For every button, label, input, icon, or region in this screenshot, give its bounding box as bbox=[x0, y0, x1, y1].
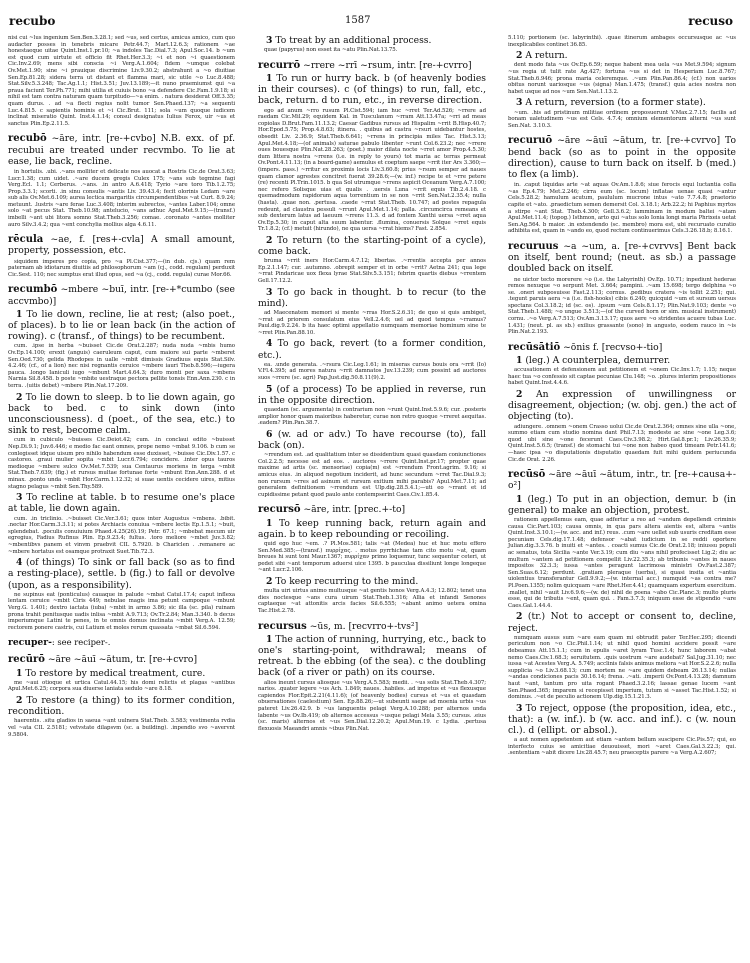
entry-heading bbox=[8, 284, 235, 306]
definition-text: (leg.) A counterplea, demurrer. bbox=[525, 355, 671, 367]
headword: rēcula bbox=[8, 234, 44, 246]
sense-number: 2 bbox=[266, 234, 273, 246]
sense bbox=[258, 35, 486, 54]
sense bbox=[508, 389, 736, 463]
citations: ego ad anum ~rro rusum Pl.Cist.594; iam huc ~rret Ter.Ad.526; ~rrere ad raedam Cic.Mil.29; equidem Kal. in Tusculanum ~rram Att.13.47a; ~rri ad meas copiolas D.Brut.Fam.11.13.2; Caesar Gadibus rursus ad Hispalim ~rrit B.Hisp.40.7; Hor.Epod.5.75; Prop.4.8.63; itinera. . quibus ad castra ~rsuri uidebantur hostes, obsedit Liv. 2.36.9; Stat.Theb.6.641; ~rrens in principia miles Tac. Hist.3.13; Apul.Met.4.18;—(of animals) saturae pabulo libenter ~runt Col.6.23.2; nec ~rrere oues bouesque Plin.Nat.28.263; (poet.) maior dilata nocte ~rret amor Prop.4.5.30; dum littera nostra ~rrens (i.e. in reply to yours) tot maria ac terras permeat Ov.Pont.4.11.13; (in a board-game) aemulus et coeptum saepe ~rrit iter Ars 3.360;—(impers. pass.) ~rritur ex proximis locis Liv.3.60.8; prius ~rsum semper ad naues quam clamor agrestes concitret fuerat 39.28.6;—(w. inf.) recipe te et ~rre petere (re) recenti Pl.Trin.1015. b qua Sol utrumque ~rrens aspicit Oceanum Verg.A.7.100; nec refero Solisque uias et qualis . .uersis Luna ~rrit equis Tib.2.4.18. c quemadmodum rapidorum aqua torrentium in se non ~rrit Sen.Nat.2.35.4; nulla (hasta). .quae non. .pertusa. .caede ~rrat Stat.Theb. 10.747; ad postes repagula redeunt, ad claustra pessuli ~rrunt Apul.Met.1.14; palla. .circumcirca remeans et sub dexterum latus ad laeuum ~rrens 11.3. d ad fontem Xanthi uersa ~rret aqua Ov.Ep.5.30; in caput alta suum labentur. .flumina, conuersis Solque ~rret equis Tr.1.8.2; (cf.) metuit (hirundo), ne qua uersa ~rrat hiems? Fast. 2.854. bbox=[258, 107, 486, 233]
column-3 bbox=[508, 33, 736, 763]
definition-text: To restore (a thing) to its former condition, recondition. bbox=[8, 694, 235, 718]
entry-heading bbox=[508, 135, 736, 180]
citations: in hortulis. .ubi. .~ans molliter et delicate nos auocat a Rostris Cic.de Orat.3.63; Lucr.1.38; cum uidet. .~are ducem gregis Culex 175; ~ans sub tegmine fagi Verg.Ecl. 1.1; Cerberus. .~ans. .in antro A.6.418; Tyrio ~are toro Tib.1.2.75; Prop.3.3.1; scorti. .in sinu consulis ~antis Liv. 39.43.4; fecit olorinis Ledam ~are sub alis Ov.Met.6.109; aurea lectica margaritis circumpendentibus ~at Curt. 8.9.24; metuunt. .lustris ~are ferae Luc.3.408; interim subrectos, ~antes Laber.104; omne solo ~at pecus Stat. Theb.10.98; antelucio, ~ans adhuc Apul.Met.9.15;—(transf.) imbelli ~ant ubi litora somno Stat.Theb.3.256; comae. .coronato ~antes molliter auro Silv.3.4.2; qua ~ent conchylia mollius alga 4.6.11. bbox=[8, 168, 235, 228]
citations: in. .caput liquidas arte ~at aquas Ov.Am.1.8.6; siue ferocis equi luctantia colla ~as Ep.4.79; Met.2.246; cirra eum (sc. locum) inflatae uenae quasi ~antur Cels.5.28.2; hamulum acutum, paululum mucrone intus ~ato 7.7.4.8; praetorio capite et ~ato. .praedictum semen demersit Col. 3.18.1; Arb.22.2; hi Paphius myrtos a stirpe ~ant Stat. Theb.4.300; Gell.3.6.2; lamminam in modum baltei ~atam Apul.Met.11.4; (topog.) Isthmon, arto qui ~atus solo Ionia longi maria Phrixeis uetat Sen.Ag.564. b maior. .in extendendo (sc. membro) mora est, ubi recuruato curatio adhibita est, quam in ~ando eo, quod rectum continuerimus Cels.3.26.18.b; 8.16.1. bbox=[508, 182, 736, 235]
running-head bbox=[0, 14, 750, 28]
definition-text: (w. ad or adv.) To have recourse (to), fall back (on). bbox=[258, 428, 486, 452]
sense-number: 3 bbox=[516, 97, 523, 109]
citations: ea. .unde generata. .~rsura Cic.Leg.1.61; in miseras cursus bouis ora ~rrit (Io) V.Fl.4.395; ad mores natura ~rrit damnatos Juv.13.239; cum possint ad auctores suos ~rrere (sc. agri) Pap.Just.dig.50.8.11(9).2. bbox=[258, 361, 486, 382]
sense-number: 3 bbox=[266, 35, 273, 46]
entry-grammar: ~ūs, m. [recvrro+-tvs²] bbox=[309, 620, 419, 632]
definition-text: A return. bbox=[525, 50, 568, 62]
dictionary-entry bbox=[8, 35, 235, 127]
headword: recurrō bbox=[258, 59, 301, 71]
sense-definition bbox=[258, 429, 486, 451]
citations: a aut nomen appetentem aut etiam ~antem bellum suscipere Cic.Pis.57; qui, eo interfecto cuius se amicitiae deuouisset, mori ~aret Caes.Gal.3.22.3; qui. .sententiam ~abit dicere Liv.28.45.7; neu praeceptis parere ~a Verg.A.2.607; bbox=[508, 737, 736, 757]
sense bbox=[258, 287, 486, 337]
headword: recursō bbox=[258, 504, 301, 516]
definition-text: (leg.) To put in an objection, demur. b (in general) to make an objection, protest. bbox=[508, 493, 737, 516]
citations: alios ineunt cursus aliosque ~us Verg.A.5.583; medii. . ~us solis Stat.Theb.4.307; narios. .quater legere ~us Ach. 1.849; naues. .habiles. .ad impetus et ~us flexusque capiendos Flor.Epit.2.21(4.11.6); (of heavenly bodies) cursus et ~us et quasdam obuersationes (caelestium) Sen. Ep.88.26;—ut subeunti saepe ad moenia urbis ~us pateret Liv.26.42.9. b ~us languentis pelagi Verg.A.10.288; per alternos unda labente ~us Ov.Ib.419; ob alternos accessus ~usque pelagi Mela 3.55; cursus. .eius (sc. maris) alternos et ~us Sen.Dial.12.20.2; Apul.Mun.19. c Lydia. .pertusa flexuosis Maeandri amnis ~ibus Plin.Nat. bbox=[258, 679, 486, 732]
sense-definition bbox=[508, 389, 736, 423]
citations: siquidem imperes pro copia, pro ~a Pl.Cist.377;—(in dub. cjs.) quam rem paternam ab idiotarum diuitiis ad philosophorum ~am (cj., codd. regulam) perduxit Cic.Sest. 110; nec sumptus erat illud opus, sed ~a (cj., codd. regula) curae Mor.66. bbox=[8, 258, 235, 278]
sense-number: 1 bbox=[16, 667, 23, 679]
entry-heading bbox=[8, 234, 235, 256]
sense bbox=[8, 492, 235, 555]
sense bbox=[8, 259, 235, 279]
sense-definition bbox=[508, 611, 736, 633]
sense-number: 2 bbox=[516, 50, 523, 62]
sense-definition bbox=[258, 73, 486, 107]
sense-number: 1 bbox=[266, 73, 273, 84]
guide-word-right: recuso bbox=[688, 14, 733, 28]
dictionary-entry bbox=[8, 284, 235, 631]
citations: multa uiri uirtus animo multusque ~at gentis honos Verg.A.4.3; 12.802; tenet una dies noctesque ~ans cura uirum Stat.Theb.1.316; Allia et infandi Senones captaeque ~at attonitis arcis facies Sil.6.555; ~abant animo uetera omina Tac.Hist.2.78. bbox=[258, 588, 486, 614]
definition-text: (of things) To sink or fall back (so as to find a resting-place), settle. b (fig.) to fall or devolve (upon, as a responsibility). bbox=[8, 557, 236, 591]
sense-definition bbox=[508, 97, 736, 108]
entry-heading bbox=[508, 342, 736, 353]
sense bbox=[258, 634, 486, 733]
sense bbox=[8, 169, 235, 228]
citations: accusationem et defensionem aut petitionem et ~onem Cic.Inv.1.7; 1.15; neque haec tua ~o confessio sit captae pecuniae Clu.148; ~o. .plures interim propositiones habet Quint.Inst.4.4.6. bbox=[508, 367, 736, 387]
citations: quae (papyrus) non esset ita ~atu Plin.Nat.13.75. bbox=[264, 47, 398, 54]
sense-number: 2 bbox=[516, 611, 523, 623]
sense-number: 1 bbox=[516, 493, 523, 505]
definition-text: To restore by medical treatment, cure. bbox=[25, 667, 206, 679]
sense-definition bbox=[8, 392, 235, 437]
sense bbox=[508, 277, 736, 336]
sense bbox=[508, 35, 736, 48]
definition-text: To lie down to sleep. b to lie down again, go back to bed. c to sink down (into unconsciousness). d (poet., of the sea, etc.) to sink to rest, become calm. bbox=[8, 391, 235, 437]
definition-text: To keep running back, return again and again. b to keep rebounding or recoiling. bbox=[258, 517, 487, 540]
dictionary-entry bbox=[8, 133, 235, 228]
sense bbox=[258, 338, 486, 381]
sense-number: 3 bbox=[16, 492, 23, 504]
sense-number: 2 bbox=[16, 694, 23, 706]
citations: cum. .ipse in herba ~buisset Cic.de Orat.2.287; nuda nuda ~mbis humo Ov.Ep.14.100; erexit (anguis) caeruleum caput, cum maiore sui parte ~mberet Sen.Oed.730; gelida Rhodopes in ualle ~mbit dimissis Gradiuus equis Stat.Silv. 4.2.46; (cf., of a lion) nec nisi regnantis ceruice ~mbere iauri Theb.8.596;—iugera pauca. .longo Ianiculi iugo ~mbunt Mart.4.64.3; duro monti per saxa ~mbens Narnia Sil.8.458. b poste ~mbite uestraque pectora pellite tonsis Enn.Ann.230. c in terra. .(uitis debet) ~mbere Plin.Nat.17.209. bbox=[8, 343, 235, 390]
sense-number: 1 bbox=[266, 633, 273, 645]
sense bbox=[258, 384, 486, 427]
entry-heading bbox=[508, 241, 736, 275]
sense-definition bbox=[8, 695, 235, 717]
sense-number: 3 bbox=[516, 702, 523, 714]
sense bbox=[508, 703, 736, 757]
definition-text: To go back, revert (to a former condition, etc.). bbox=[258, 338, 487, 361]
headword: recuruus bbox=[508, 240, 559, 252]
sense-definition bbox=[8, 492, 235, 514]
citations: ne supinus eat (ponticulus) cauaque in palude ~mbat Catul.17.4; caput inflexa lentam ceruice ~mbit Ciris 449; nebulae magis ima petunt campoque ~mbunt Verg.G. 1.401; dextro iactata (iuba) ~mbit in armo 3.86; sic illa (sc. pila) ruinam prona trahit penitusque uadis inlisa ~mbit A.9.713; Ov.Tr.2.84; Man.3.340. b decus imperiumque Latini te penes, in te omnis domus inclinata ~mbit Verg.A. 12.59; rectorem ponere castris, cui Latium et moles rerum quassata ~mbat Sil.6.594. bbox=[8, 591, 235, 631]
sense-number: 4 bbox=[266, 338, 273, 350]
dictionary-entry bbox=[508, 342, 736, 463]
definition-text: To keep recurring to the mind. bbox=[275, 575, 419, 587]
sense bbox=[258, 73, 486, 233]
sense bbox=[258, 235, 486, 285]
sense bbox=[8, 309, 235, 390]
citations: cum in cubiculo ~buisses Cic.Deiot.42; cum. .in conclaui edito ~buisset Nep.Di.9.1; Juv.6.446; e medio fac eant omnes, prope nemo ~mbat 9.106. b cum se conlegisset idque uisum pro nihilo habendum esse duxisset, ~buisse Cic.Div.1.57. c castoreo. .graui mulier sopita ~mbit Lucr.6.794; concidere. .inter opus tauros medioque ~mbere sulco Ov.Met.7.539; sua Centaurus moriens in terga ~mbit Stat.Theb.7.639; (fig.) et rursus multae fortunae forte ~mbunt Enn.Ann.288. d et minax. .ponto unda ~mbit Hor.Carm.1.12.32; si suae uentis cecidere uires, mitius stagno pelagus ~mbit Sen.Thy.589. bbox=[8, 437, 235, 490]
citations: ~rrendum est. .ad qualitatium inter se dissidentium quasi quasdam coniunctiones Col.2.2.5; necesse est ad eos. . auctores ~rrere Quint.Inst.pr.17; propter quae maxime ad artis (sc. mensoriae) copia(m) est ~rrendum Front.agrim. 9.16; si amicus eius. .in aliquod negotium inciderit, ad hunc secundum ~rret Tac.Dial.9.3; non rursum ~rres ad asinum et rursum exitium mihi parabis? Apul.Met.7.11; ad generalem definitionem ~rrendum est Ulp.dig.28.5.4.1;—uti eo ~rrant et id cupidissime petant quod paulo ante contempserint Caes.Civ.1.85.4. bbox=[258, 452, 486, 498]
citations: ~um. .his ad pristinum militiae ordinem proposuerunt V.Max.2.7.15; facilis ad bonam ualetudinem ~us est Cels. 4.7.4; omnium elementorum alterni ~us sunt Sen.Nat. 3.10.3. bbox=[508, 109, 736, 129]
sense-number: 2 bbox=[516, 389, 523, 401]
entry-grammar: ~āre ~āuī ~ātum, intr., tr. [re-+causa+-o²] bbox=[508, 469, 737, 492]
sense bbox=[8, 557, 235, 631]
sense-definition bbox=[8, 668, 235, 679]
citations: dent modo fata ~us Ov.Ep.6.59; neque habent mea uela ~us Met.9.594; signum ~us regia ut tulit rate Ag.427; fortuna ~us si det in Hesperiam Luc.8.767; Stat.Theb.6.946; prona maria celeremque. .~um Plin.Pan.86.4; (cf.) non uarios obitus norunt uariosque ~us (signa) Man.1.475; (transf.) quia acies nostra non habet usque ad nos ~um Sen.Nat.1.13.2. bbox=[508, 62, 736, 95]
citations: nisi cui ~lus ingenium Sen.Ben.3.28.1; sed ~us, sed certus, amicus amico, cum quo audacter posses in tenebris micare Petr.44.7; Mart.12.6.3; rationem ~ae honestaeque uitae Quint.Inst.1.pr.10; ~a indoles Tac.Dial.7.3; Apul.Soc.14. b ~um est quod cum uirtute et officio fit Rhet.Her.3.3; ~i et non ~i quaestionem Cic.Inv.2.69; mens sibi conscia ~i Verg.A.1.604; fidem ~umque colebat Ov.Met.1.90; sine ~i prauique discrimine Liv.9.30.2; abstrahunt a ~o diuitiae Sen.Ep.81.28; sidera terra ut distant et flamma mari, sic utile ~o Luc.8.488; Stat.Silv.5.3.248; Tac.Ag.1.1; Hist.3.51; Juv.13.189;—it nuno praemiumst qui ~a praua faciunt Ter.Ph.771; mihi utilia et cuiuis bono ~a defendere Cic.Fam.1.9.18; si nihil est tam contra naturam quam turpitudo—~a enim. . natura desiderat Off.3.35; quam durus. . ad ~a flecti regius nolit tumor Sen.Phaed.137; ~a sequenti Luc.4.815. c sapientis hominis et ~i Cic.Brut. 111; sola ~um quoque iudicem inclinat miseratio Quint. Inst.4.1.14; consul designatus Iulius Ferox, uir ~us et sanctus Plin.Ep.2.11.5. bbox=[8, 35, 235, 127]
sense-number: 2 bbox=[16, 391, 23, 403]
cross-reference bbox=[8, 637, 235, 648]
headword: recūsō bbox=[508, 469, 546, 481]
sense bbox=[508, 50, 736, 95]
sense bbox=[508, 182, 736, 235]
guide-word-left: recubo bbox=[9, 14, 56, 28]
sense bbox=[8, 35, 235, 127]
dictionary-entry bbox=[258, 35, 486, 54]
headword: recuper- bbox=[8, 637, 52, 649]
headword: recumbō bbox=[8, 284, 58, 296]
entry-grammar: ~ae, f. [res+-cvla] A small amount, property, possession, etc. bbox=[8, 234, 236, 257]
citations: quaedam (sc. argumenta) in contrarium non ~runt Quint.Inst.5.9.6; cur. .posteris amplior honor quam maioribus haberetur, curae non retro quoque ~rreret aequitas. .eadem? Plin.Pan.38.7. bbox=[258, 407, 486, 427]
citations: ne uictor tecto morerere ~o (i.e. the Labyrinth) Ov.Ep. 10.71; inpediunt hederae remos nexuque ~o serpunt Met. 3.664; pampini. .~am 15.698; tergo delphina ~o se. .oneri subposuisse Fast.2.113; cornus. .pedibus cratera ~is tollit 2.251; qui. .tegunt paruis aera ~a (i.e. fish-hooks) cibis 6.240; quicquid ~um et sursum uersus spectans Col.3.18.2; id (sc. os). .ipsum ~um Cels.8.1.17; Plin.Nat.9.103; dente ~o Stat.Theb.1.488; ~o ungue 3.513;—(of the curved horn or sim. musical instrument) cornu. .~o Verg.A.7.513; Ov.Am.3.13.17; quos aere ~o stridentes acuere tubas Luc. 1.431; (neut. pl. as sb.) exilius grassante (sono) in angusto, eodem rauco in ~is Plin.Nat.2.193. bbox=[508, 276, 736, 336]
sense bbox=[508, 97, 736, 129]
sense-definition bbox=[258, 338, 486, 360]
citations: me ~aui otioque et urtica Catul.44.15; his domi relictis et plagas ~antibus Apul.Met.6.25; corpora sua diuerse laniata sedulo ~are 8.18. bbox=[8, 679, 235, 693]
sense bbox=[8, 668, 235, 693]
sense-number: 1 bbox=[16, 308, 23, 320]
dictionary-entry bbox=[258, 504, 486, 614]
citations: cum. .in triclinio. .~buisset Cic.Ver.3.61; quos inter Augustus ~mbens. .bibit. .nectar Hor.Carm.3.3.11; si potes Archiacis conuiua ~mbere lectis Ep.1.5.1; ~buit, splendebat. .poculis conuiuium Phaed.4.25(26).19; Petr. 67.1; ~mbebat mecum uir egregius, Fadius Rufinus Plin. Ep.9.23.4; fultus. .toro meliore ~mbet Juv.3.82; ~mbentibvs panem et vinvm praebvit CIL 5.7920. b Chariclen . .remanere ac ~mbere hortatus est osamque protraxit Suet.Tib.72.3. bbox=[8, 515, 235, 555]
definition-text: To run or hurry back. b (of heavenly bodies in their courses). c (of things) to run, fall, etc., back, return. d to run, etc., in reverse direction. bbox=[258, 73, 487, 107]
citations: haerentis. .situ gladios in saeua ~ant uulnera Stat.Theb. 3.583; vestimenta rvdia vel ~ata CIL 2.5181; vetvstate dilapsvm (sc. a building). .inpendio svo ~avervnt 9.5804. bbox=[8, 718, 235, 738]
entry-grammar: ~āre, intr. [re-+cvbo] N.B. exx. of pf. recubui are treated under recvmbo. To lie at ease, lie back, recline. bbox=[8, 133, 235, 167]
dictionary-entry bbox=[258, 621, 486, 733]
sense-number: 1 bbox=[516, 355, 523, 367]
entry-heading bbox=[508, 469, 736, 491]
sense-definition bbox=[258, 634, 486, 679]
sense-number: 2 bbox=[266, 575, 273, 587]
entry-heading bbox=[8, 133, 235, 167]
entry-heading bbox=[258, 621, 486, 632]
sense-definition bbox=[258, 235, 486, 257]
sense-definition bbox=[258, 576, 486, 587]
headword: recubō bbox=[8, 133, 47, 145]
entry-grammar: ~āre ~āuī ~ātum, tr. [re-+cvro] bbox=[47, 654, 198, 666]
sense-definition bbox=[258, 287, 486, 309]
dictionary-entry bbox=[508, 241, 736, 336]
sense-definition bbox=[258, 35, 486, 46]
sense-number: 6 bbox=[266, 428, 273, 440]
dictionary-entry bbox=[8, 234, 235, 278]
entry-grammar: ~āre, intr. [prec.+-to] bbox=[303, 504, 406, 516]
sense-number: 4 bbox=[16, 557, 23, 569]
sense-definition bbox=[508, 355, 736, 366]
definition-text: To recline at table. b to resume one's place at table, lie down again. bbox=[8, 492, 235, 515]
sense bbox=[508, 611, 736, 700]
sense-definition bbox=[508, 50, 736, 61]
dictionary-entry bbox=[508, 469, 736, 757]
dictionary-entry bbox=[508, 135, 736, 235]
headword: recūsātiō bbox=[508, 341, 561, 353]
definition-text: A return, reversion (to a former state). bbox=[525, 97, 706, 109]
sense-definition bbox=[258, 384, 486, 406]
entry-heading bbox=[258, 60, 486, 71]
headword: recūrō bbox=[8, 654, 45, 666]
sense-definition bbox=[508, 703, 736, 737]
sense-number: 5 bbox=[266, 383, 273, 395]
headword: recuruō bbox=[508, 135, 553, 147]
column-1 bbox=[8, 33, 235, 744]
definition-text: To go back in thought. b to recur (to the mind). bbox=[258, 286, 487, 309]
dictionary-entry bbox=[258, 60, 486, 499]
cross-reference-text: : see reciper-. bbox=[51, 637, 111, 648]
definition-text: (of a process) To be applied in reverse, run in the opposite direction. bbox=[258, 383, 486, 406]
citations: adiungere. .omnem ~onem Crasso uolui Cic.de Orat.2.364; omnes sine ulla ~one, summo etiam cum studio nomina dant Phil.7.13; modeste ac sine ~one Leg.3.6; quod ubi sine ~one fecerunt Caes.Civ.3.98.2; Hirt.Gal.8.pr.1; Liv.26.35.9; Quint.Inst.5.6.5; (transf.) de stomachi tui ~one non habeo quod timeam Petr.141.6;—haec ipsa ~o disputationis disputatio quaedam fuit mihi quidem periucunda Cic.de Orat. 2.26. bbox=[508, 423, 736, 463]
sense bbox=[8, 695, 235, 738]
sense bbox=[508, 355, 736, 387]
sense-definition bbox=[258, 518, 486, 540]
dictionary-entry bbox=[8, 654, 235, 738]
sense-definition bbox=[508, 494, 736, 516]
definition-text: The action of running, hurrying, etc., back to one's starting-point, withdrawal; means of retreat. b the ebbing (of the sea). c the doubling back (of a river or path) on its course. bbox=[258, 633, 486, 679]
definition-text: An expression of unwillingness or disagreement, objection; (w. obj. gen.) the act of objecting (to). bbox=[508, 389, 736, 423]
sense bbox=[258, 429, 486, 499]
sense-definition bbox=[8, 557, 235, 591]
definition-text: To reject, oppose (the proposition, idea, etc., that): a (w. inf.). b (w. acc. and inf.). c (w. noun cl.). d (ellipt. or absol.). bbox=[508, 702, 736, 737]
sense bbox=[258, 518, 486, 574]
column-2 bbox=[258, 33, 486, 738]
definition-text: To lie down, recline, lie at rest; (also poet., of places). b to lie or lean back (in the action of rowing). c (transf., of things) to be recumbent. bbox=[8, 308, 235, 343]
dictionary-entry bbox=[508, 35, 736, 129]
page-number: 1587 bbox=[345, 15, 371, 26]
sense-number: 3 bbox=[266, 286, 273, 298]
sense bbox=[258, 576, 486, 615]
entry-grammar: ~mbere ~buī, intr. [re-+*cumbo (see accvmbo)] bbox=[8, 284, 235, 307]
sense bbox=[8, 392, 235, 491]
definition-text: To treat by an additional process. bbox=[275, 35, 432, 46]
entry-grammar: ~ōnis f. [recvso+-tio] bbox=[563, 341, 663, 353]
entry-grammar: ~rrere ~rrī ~rsum, intr. [re-+cvrro] bbox=[303, 59, 472, 71]
entry-grammar: ~a ~um, a. [re-+cvrvvs] Bent back on itself, bent round; (neut. as sb.) a passage doubled back on itself. bbox=[508, 240, 736, 275]
sense bbox=[508, 494, 736, 610]
sense-number: 1 bbox=[266, 517, 273, 529]
citations: ad Maecenatem memori si mente ~rras Hor.S.2.6.31; de quo si quis ambiget, ~rrat ad priorem consulatum eius Vell.2.4.6; uel ad quod tempus ~rramus? Paul.dig.9.2.24. b ita haec optimi appellatio numquam memoriae hominum sine te ~rret Plin.Pan.88.10. bbox=[258, 310, 486, 336]
citations: numquam ausus sum ~are eam quam mi obtrudit pater Ter.Hec.295; dicendi periculum non ~o Cic.Phil.1.14; ut nihil quod homini accidere possit ~are debeamus Att.15.1.1; cum in epulis ~aret lyram Tusc.1.4; hunc laborem ~abat nemo Caes.Civ.1.68.3; seruitutem. .quis uostrum ~are audebat? Sal.Jug.31.10; nec iussa ~at Acestes Verg.A. 5.749; acclinis falsis animus meliora ~at Hor.S.2.2.6; nulla supplicia ~o Liv.3.68.13; cum mortem ne ~are quidem debeam 26.13.14; nullas ~andas condiciones pacis 30.16.14; frena. .~ati. .imperii Ov.Pont.4.13.28; damnum haut ~ant, tantum pro uita rogant Phaed.3.2.16; lassae genae lucem ~ant Sen.Phaed.365; imparem si recepisset imperium, tutum si ~asset Tac.Hist.1.52; si dominus. .~et de peculio actionem Ulp.dig.15.1.21.3. bbox=[508, 634, 736, 701]
entry-grammar: ~āre ~āuī ~ātum, tr. [re-+cvrvo] To bend back (so as to point in the opposite direction), cause to turn back on itself. b (med.) to flex (a limb). bbox=[508, 135, 736, 180]
entry-heading bbox=[8, 654, 235, 665]
citations: 5.110; portionem (sc. labyrinthi). .quae itinerum ambages occursusque ac ~us inexplicabiles continet 36.85. bbox=[508, 35, 736, 48]
sense-definition bbox=[8, 309, 235, 343]
citations: rationem appellemus eam, quae adfertur a reo ad ~andum depellendi criminis causa Cic.Part.103; causa omnis, in qua pars altera aientis est, altera ~antis Quint.Inst.3.10.1;—(w. acc. and inf.) reus. .cum ~are uellet sub usuris creditam esse pecuniam Cels.dig.17.1.48; defensor ~abat iudicium in se reddi oportere Julian.dig.3.3.76. b inuiti et ~antes. . coacti sumus Cic.de Orat.2.18; iniussu populi ac senatus, tota Sicilia ~ante Ver.3.19; cum diu ~ans nihil profecisset Lig.2; diu ac multum ~antem ad petitionem compellit Liv.22.35.3; ab tribunis ~antes in naues impositos 32.3.3; iussa ~antes peragunt lacrimosa ministri Ov.Fast.2.387; Sen.Suas.6.12; perdunt. .gratiam pleraque (uerba), si quasi insita et ~antia uiolentius transferantur Gell.9.9.2;—(w. internal acc.) numquid ~as contra me? Pl.Poen.1355; nolim quicquam ~are Rhet.Her.4.41; quamquam expertum exercitum. .mallet, nihil ~auit Liv.6.9.6;—(w. de) nihil de poena ~abo Cic.Planc.3; multo pluris esse, qui de tributis ~ent, quam qui. . Fam.3.7.3; iniquum esse de stipendio ~are Caes.Gal.1.44.4. bbox=[508, 517, 736, 609]
definition-text: To return (to the starting-point of a cycle), come back. bbox=[258, 234, 487, 258]
citations: bruma ~rrit iners Hor.Carm.4.7.12; libertas. .~rrentis accepta per annos Ep.2.1.147; cur. .autumno. .obrepit semper et in orbe ~rrit? Aetna 241; qua lege ~rrat Pindaricae uox flexa lyrae Stat.Silv.5.3.151; febrim quartis diebus ~rrentem Gell.17.12.2. bbox=[258, 258, 486, 285]
citations: quid ego huc ~em. .? Pl.Mos.581; talis ~at (Medea) huc et huc motu effero Sen.Med.385;—(transf.) πυρρίχας. . motus pyrrhichae tam cito motu ~at, quam breues hi sunt toni Maur.1367; πυρρίχαν primo loquemur, tunc sequentur ceteri, ut pedet sibi ~ant temporum aduersi uice 1395. b pauculaa dissiliunt longe longeque ~ant Lucr.2.106. bbox=[258, 541, 486, 574]
definition-text: (tr.) Not to accept or consent to, decline, reject. bbox=[508, 611, 736, 634]
entry-heading bbox=[258, 504, 486, 515]
headword: recursus bbox=[258, 620, 307, 632]
